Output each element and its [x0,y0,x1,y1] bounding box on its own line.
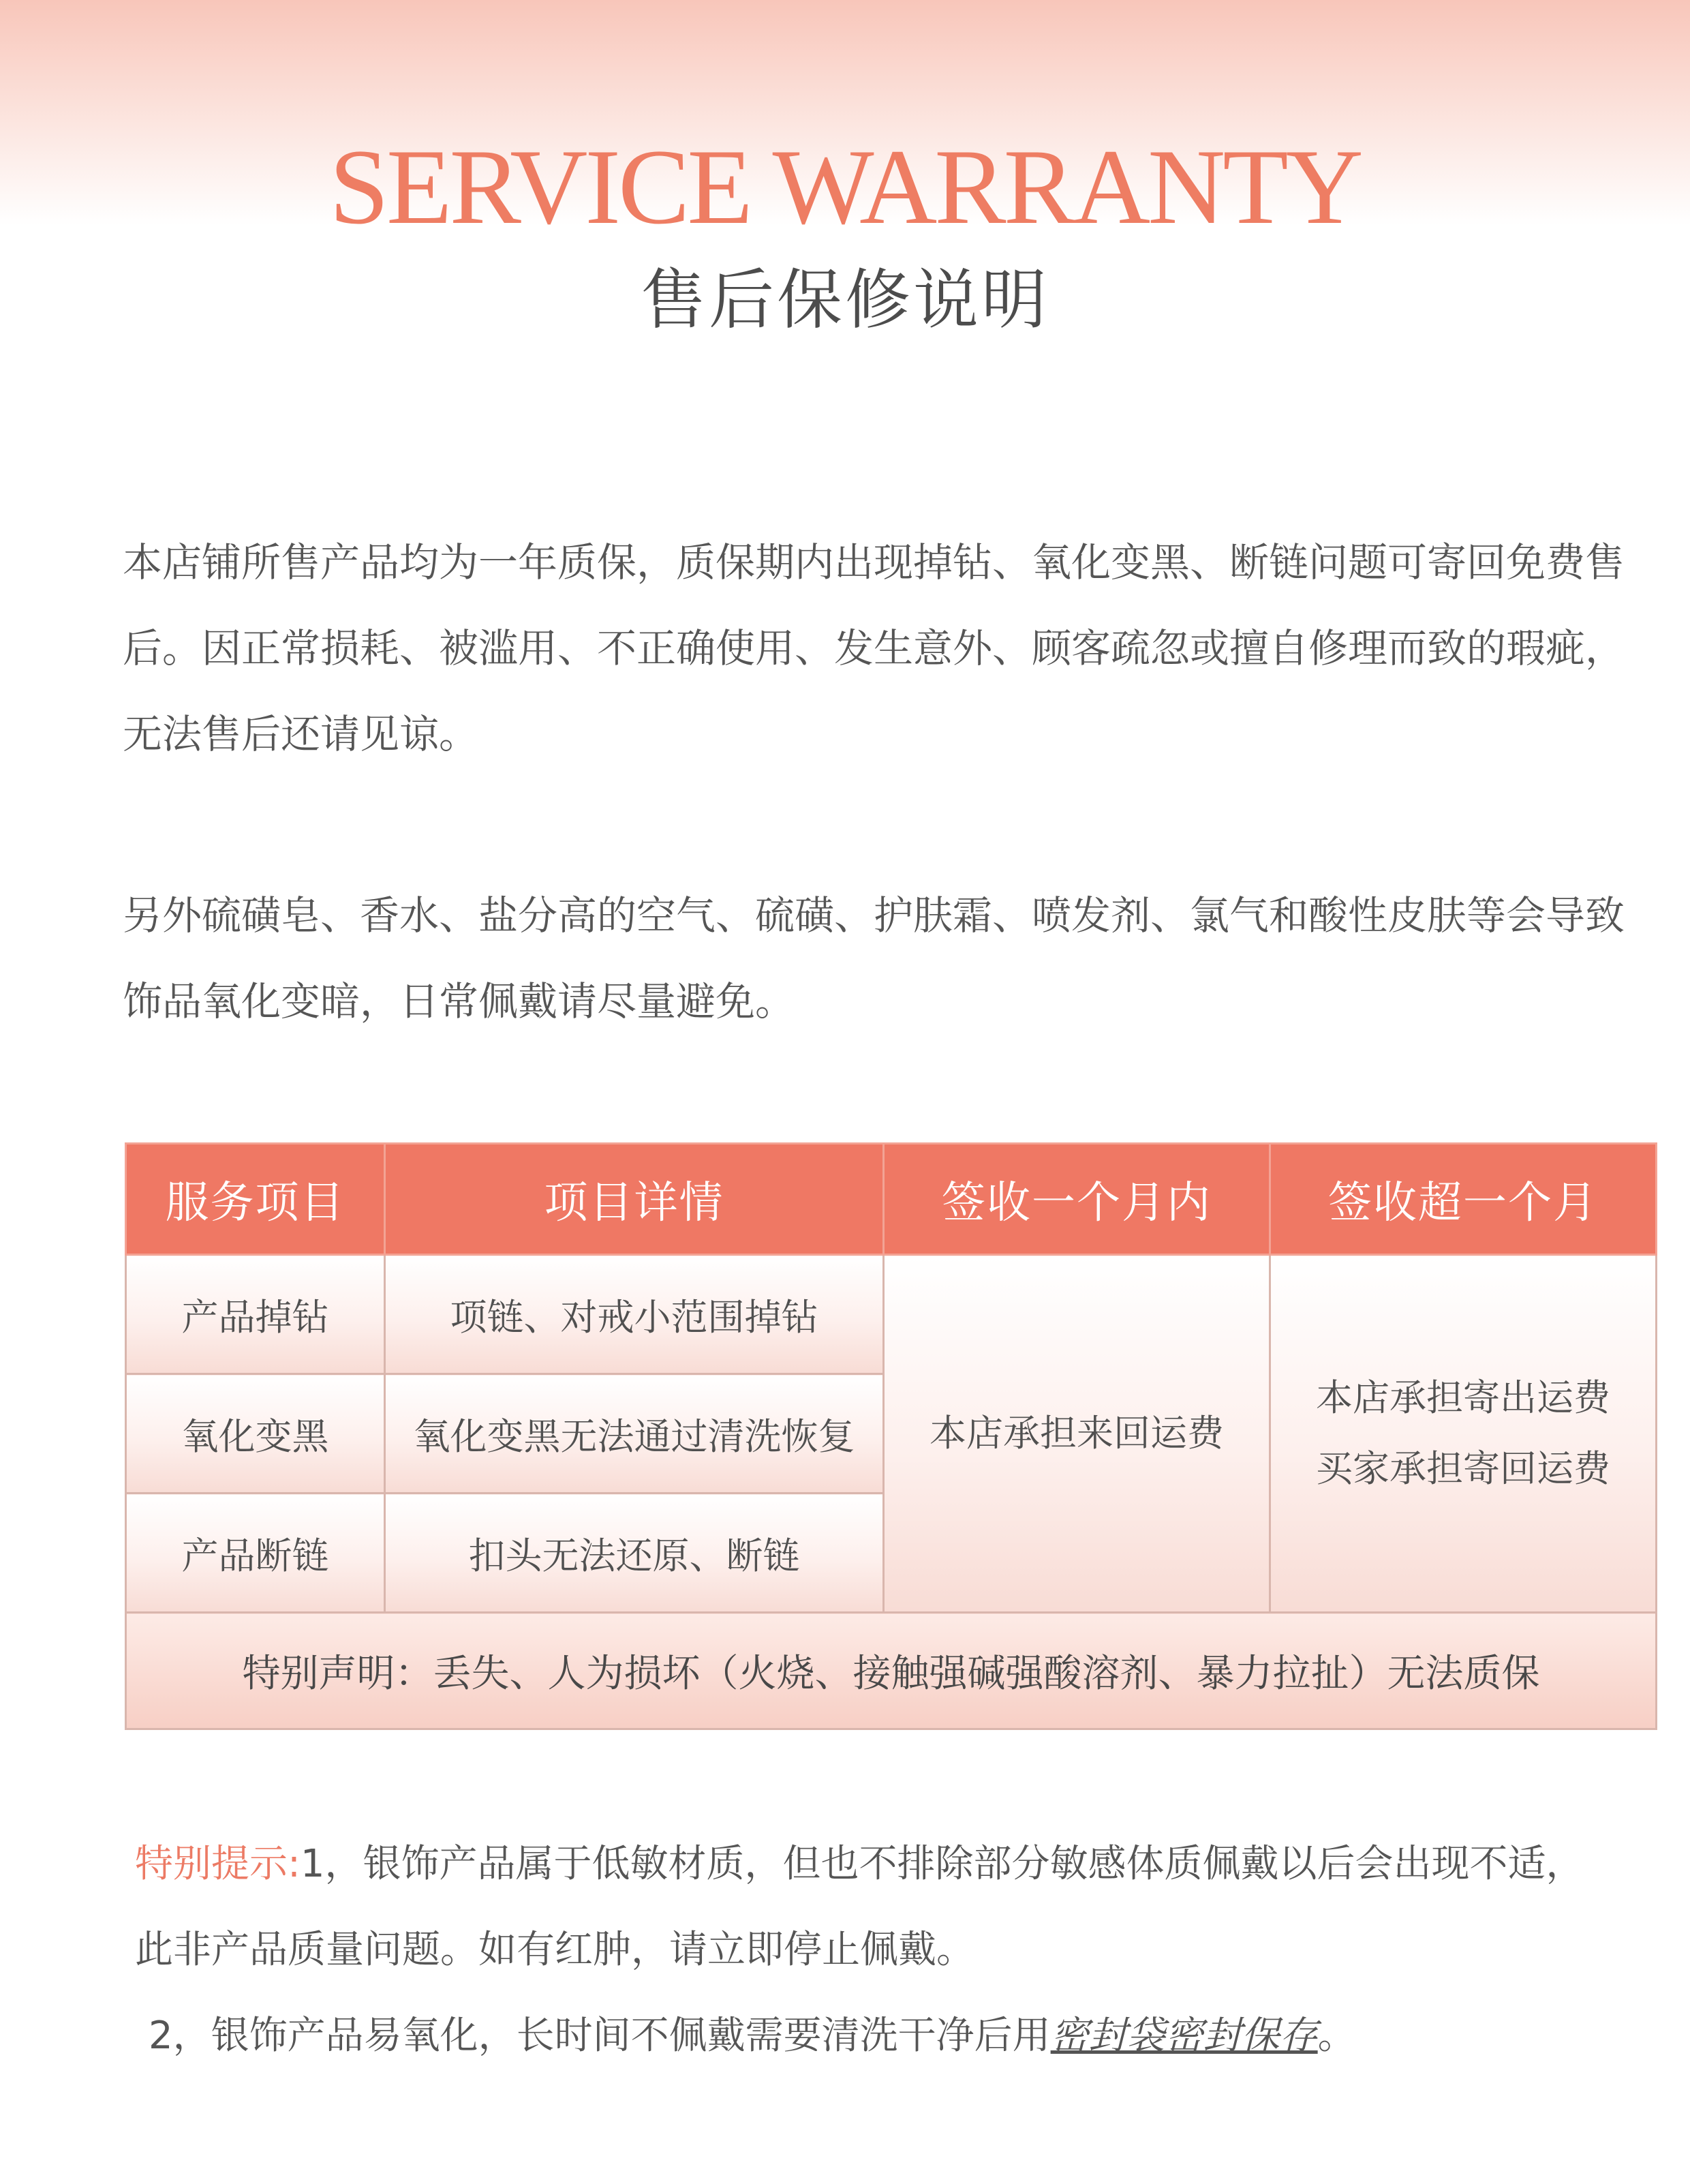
tip-1-line-2: 此非产品质量问题。如有红肿，请立即停止佩戴。 [135,1928,974,1972]
warranty-paragraph: 本店铺所售产品均为一年质保，质保期内出现掉钻、氧化变黑、断链问题可寄回免费售后。因正常损耗、被滥用、不正确使用、发生意外、顾客疏忽或擅自修理而致的瑕疵，无法售后还请见谅。 [123,539,1625,757]
tip-2-underlined: 密封袋密封保存 [1050,2014,1318,2058]
cell-over-month-policy [1270,1255,1657,1613]
cell-item: 产品掉钻 [126,1255,385,1374]
table-footer-row [126,1613,1657,1729]
cell-detail: 项链、对戒小范围掉钻 [385,1255,884,1374]
table-header-row [126,1144,1657,1255]
header-item-detail: 项目详情 [385,1144,884,1255]
cell-detail: 氧化变黑无法通过清洗恢复 [385,1374,884,1493]
over-month-line-1: 本店承担寄出运费 [1316,1376,1610,1419]
cell-detail: 扣头无法还原、断链 [385,1493,884,1613]
cell-item: 氧化变黑 [126,1374,385,1493]
care-paragraph: 另外硫磺皂、香水、盐分高的空气、硫磺、护肤霜、喷发剂、氯气和酸性皮肤等会导致饰品氧化变暗，日常佩戴请尽量避免。 [123,892,1625,1025]
cell-item: 产品断链 [126,1493,385,1613]
tip-2 [135,1993,1682,2079]
tips-label: 特别提示: [135,1842,301,1886]
page-title-english: SERVICE WARRANTY [329,127,1361,247]
tip-1-line-1 [135,1821,1682,1907]
cell-within-month-policy: 本店承担来回运费 [884,1255,1270,1613]
special-statement: 特别声明：丢失、人为损坏（火烧、接触强碱强酸溶剂、暴力拉扯）无法质保 [126,1613,1657,1729]
table-row [126,1255,1657,1374]
tip-2-text: 2，银饰产品易氧化，长时间不佩戴需要清洗干净后用 [149,2014,1051,2058]
header-within-month: 签收一个月内 [884,1144,1270,1255]
warranty-table [125,1142,1657,1730]
tip-2-suffix: 。 [1317,2014,1356,2058]
header-service-item: 服务项目 [126,1144,385,1255]
tip-1-text: 1，银饰产品属于低敏材质，但也不排除部分敏感体质佩戴以后会出现不适， [300,1842,1584,1886]
header-over-month: 签收超一个月 [1270,1144,1657,1255]
special-tips [135,1821,1682,2079]
over-month-line-2: 买家承担寄回运费 [1316,1447,1610,1490]
page-title-chinese: 售后保修说明 [641,262,1049,338]
